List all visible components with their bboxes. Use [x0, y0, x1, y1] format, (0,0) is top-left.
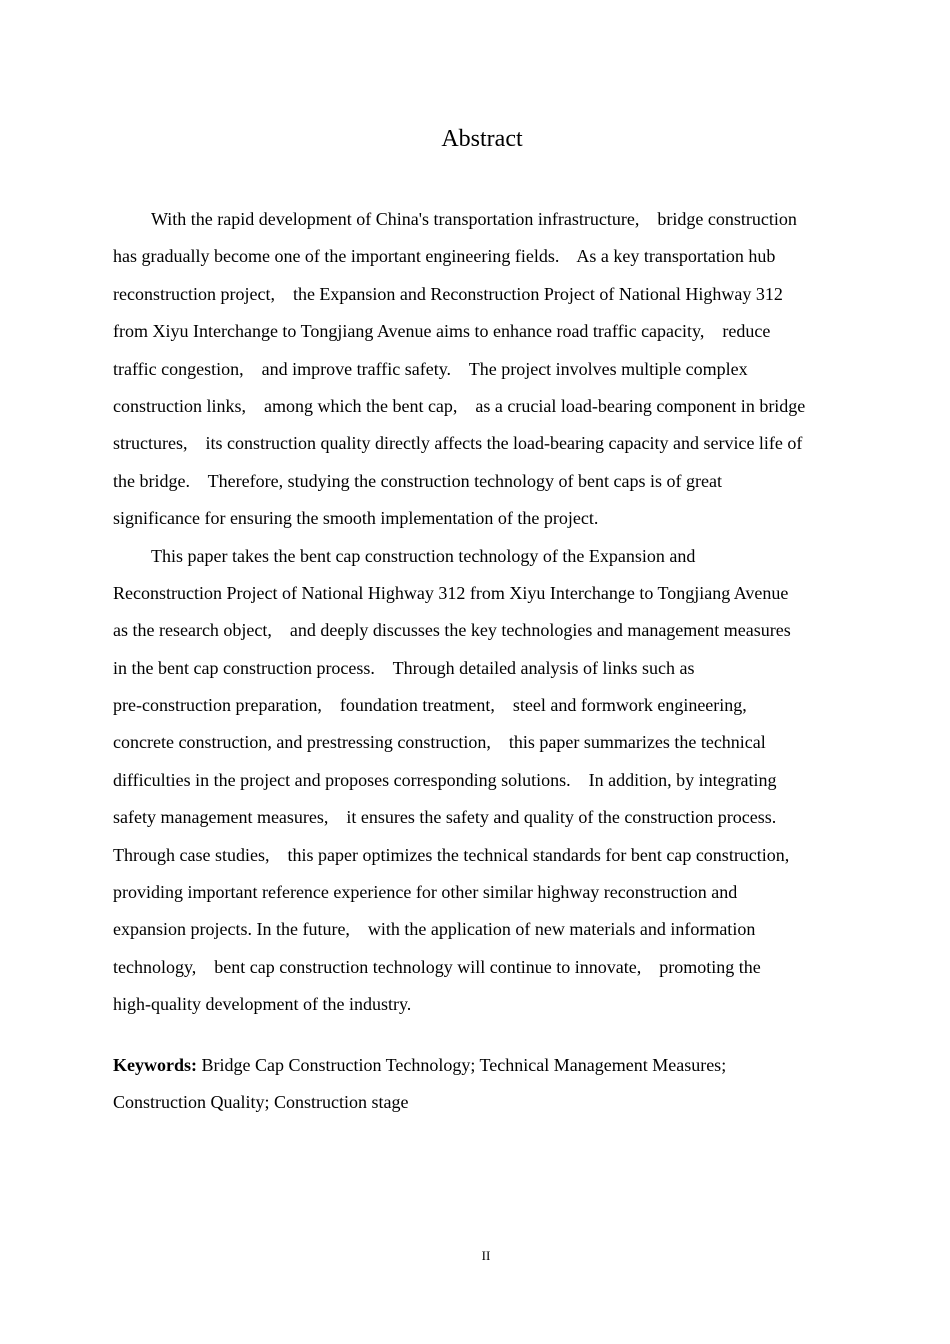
paragraph-line: Through case studies, this paper optimizes the technical standards for bent cap construction, [113, 844, 790, 865]
paragraph-line: from Xiyu Interchange to Tongjiang Avenue aims to enhance road traffic capacity, reduce [113, 321, 771, 342]
paragraph-line: safety management measures, it ensures the safety and quality of the construction process. [113, 807, 777, 828]
paragraph-line: technology, bent cap construction technology will continue to innovate, promoting the [113, 956, 761, 977]
paragraph-line: pre-construction preparation, foundation treatment, steel and formwork engineering, [113, 695, 747, 716]
keywords-text-continued: Construction Quality; Construction stage [113, 1092, 409, 1113]
keywords-line [113, 1047, 853, 1084]
keywords-text: Bridge Cap Construction Technology; Technical Management Measures; [197, 1055, 727, 1075]
paragraph-line: providing important reference experience for other similar highway reconstruction and [113, 882, 738, 903]
paragraph-line: construction links, among which the bent cap, as a crucial load-bearing component in bridge [113, 395, 806, 416]
paragraph-line: concrete construction, and prestressing construction, this paper summarizes the technical [113, 732, 766, 753]
paragraph-line: has gradually become one of the important engineering fields. As a key transportation hub [113, 246, 776, 267]
paragraph-line: structures, its construction quality directly affects the load-bearing capacity and service life of [113, 433, 803, 454]
abstract-paragraph-1 [113, 201, 853, 538]
page-title: Abstract [441, 126, 523, 152]
paragraph-line: Reconstruction Project of National Highway 312 from Xiyu Interchange to Tongjiang Avenue [113, 582, 789, 603]
paragraph-line: difficulties in the project and proposes corresponding solutions. In addition, by integrating [113, 769, 777, 790]
paragraph-line: high-quality development of the industry. [113, 994, 412, 1015]
keywords-label: Keywords: [113, 1055, 197, 1075]
keywords-section [113, 1047, 853, 1122]
abstract-paragraph-2 [113, 538, 853, 1024]
paragraph-line: in the bent cap construction process. Through detailed analysis of links such as [113, 657, 695, 678]
page-number: II [481, 1248, 491, 1263]
paragraph-line: With the rapid development of China's transportation infrastructure, bridge construction [151, 209, 797, 229]
paragraph-line: the bridge. Therefore, studying the construction technology of bent caps is of great [113, 470, 722, 491]
paragraph-line: as the research object, and deeply discusses the key technologies and management measures [113, 620, 791, 641]
paragraph-line: reconstruction project, the Expansion and Reconstruction Project of National Highway 312 [113, 283, 783, 304]
paragraph-line: expansion projects. In the future, with the application of new materials and information [113, 919, 756, 940]
abstract-body [113, 201, 853, 1024]
paragraph-line: traffic congestion, and improve traffic safety. The project involves multiple complex [113, 358, 748, 379]
paragraph-line: significance for ensuring the smooth implementation of the project. [113, 508, 599, 529]
paragraph-line: This paper takes the bent cap construction technology of the Expansion and [151, 545, 696, 566]
